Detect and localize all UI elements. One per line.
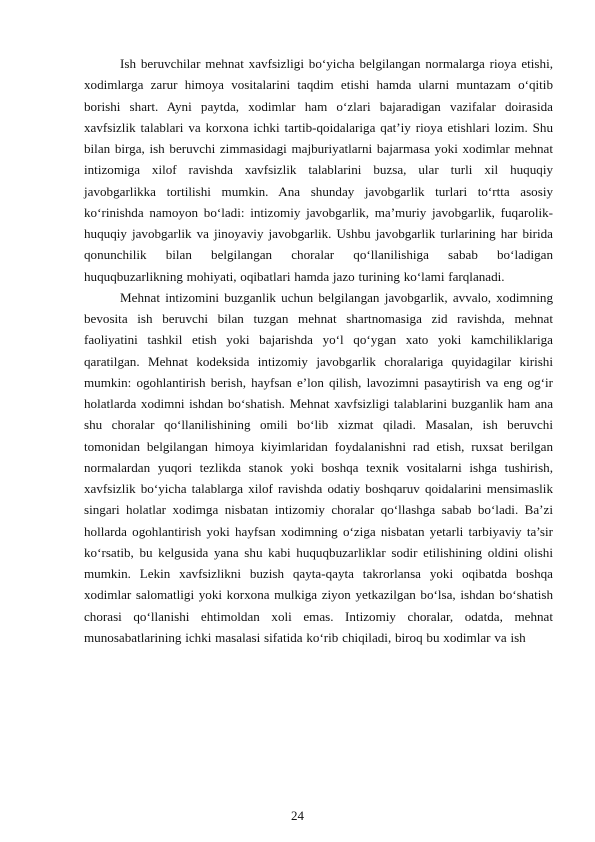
document-body [84,53,553,648]
paragraph-disciplinary-liability: Mehnat intizomini buzganlik uchun belgilangan javobgarlik, avvalo, xodimning bevosita ish beruvchi bilan tuzgan mehnat shartnomasiga zid ravishda, mehnat faoliyatini tashkil etish yoki bajarishda yo‘l qo‘ygan xato yoki kamchiliklariga qaratilgan. Mehnat kodeksida intizomiy javobgarlik choralariga quyidagilar kirishi mumkin: ogohlantirish berish, hayfsan e’lon qilish, lavozimni pasaytirish va eng og‘ir holatlarda xodimni ishdan bo‘shatish. Mehnat xavfsizligi talablarini buzganlik ham ana shu choralar qo‘llanilishining omili bo‘lib xizmat qiladi. Masalan, ish beruvchi tomonidan belgilangan himoya kiyimlaridan foydalanishni rad etish, ruxsat berilgan normalardan yuqori tezlikda stanok yoki boshqa texnik vositalarni ishga tushirish, xavfsizlik bo‘yicha talablarga xilof ravishda odatiy boshqaruv qoidalarini mensimaslik singari holatlar xodimga nisbatan intizomiy choralar qo‘llashga sabab bo‘ladi. Ba’zi hollarda ogohlantirish yoki hayfsan xodimning o‘ziga nisbatan yetarli tarbiyaviy ta’sir ko‘rsatib, bu kelgusida yana shu kabi huquqbuzarliklar sodir etilishining oldini olishi mumkin. Lekin xavfsizlikni buzish qayta-qayta takrorlansa yoki oqibatda boshqa xodimlar salomatligi yoki korxona mulkiga ziyon yetkazilgan bo‘lsa, ishdan bo‘shatish chorasi qo‘llanishi ehtimoldan xoli emas. Intizomiy choralar, odatda, mehnat munosabatlarining ichki masalasi sifatida ko‘rib chiqiladi, biroq bu xodimlar va ish [84,289,553,645]
paragraph-employer-duties: Ish beruvchilar mehnat xavfsizligi bo‘yicha belgilangan normalarga rioya etishi, xodimlarga zarur himoya vositalarini taqdim etishi hamda ularni muntazam o‘qitib borishi shart. Ayni paytda, xodimlar ham o‘zlari bajaradigan vazifalar doirasida xavfsizlik talablari va korxona ichki tartib-qoidalariga qat’iy rioya etishlari lozim. Shu bilan birga, ish beruvchi zimmasidagi majburiyatlarni bajarmasa yoki xodimlar mehnat intizomiga xilof ravishda xavfsizlik talablarini buzsa, ular turli xil huquqiy javobgarlikka tortilishi mumkin. Ana shunday javobgarlik turlari to‘rtta asosiy ko‘rinishda namoyon bo‘ladi: intizomiy javobgarlik, ma’muriy javobgarlik, fuqarolik-huquqiy javobgarlik va jinoyaviy javobgarlik. Ushbu javobgarlik turlarining har birida qonunchilik bilan belgilangan choralar qo‘llanilishiga sabab bo‘ladigan huquqbuzarlikning mohiyati, oqibatlari hamda jazo turining ko‘lami farqlanadi. [84,56,553,284]
page-number: 24 [291,808,304,823]
